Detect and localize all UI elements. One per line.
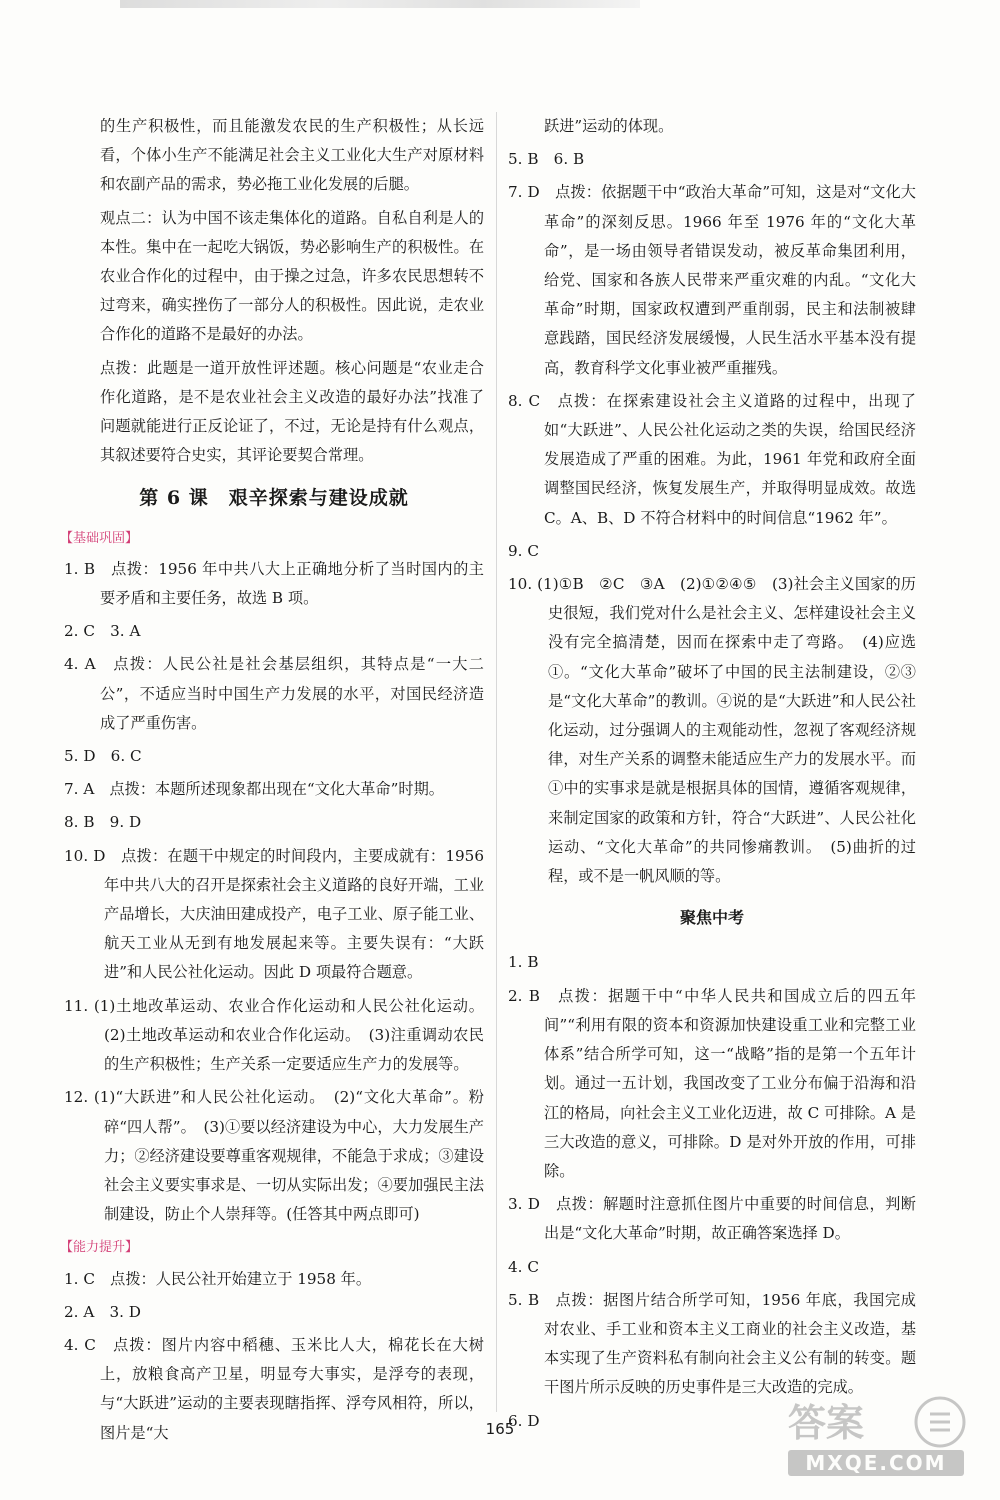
tag-ability-improvement: 【能力提升】 <box>60 1240 139 1256</box>
left-column <box>60 112 484 1452</box>
svg-text:MXQE.COM: MXQE.COM <box>805 1451 947 1475</box>
right-column <box>508 112 916 1440</box>
answer-item: 9. C <box>508 541 539 560</box>
svg-text:答案: 答案 <box>788 1401 865 1445</box>
answer-item: 1. B <box>508 953 539 972</box>
answer-item: 4. C <box>508 1257 539 1276</box>
answer-item: 12. (1)“大跃进”和人民公社化运动。 (2)“文化大革命”。粉碎“四人帮”。 (3)①要以经济建设为中心，大力发展生产力；②经济建设要尊重客观规律，不能急于求成；③建设社会主义要实事求是、一切从实际出发；④要加强民主法制建设，防止个人崇拜等。(任答其中两点即可) <box>64 1088 484 1224</box>
tag-basic-consolidation: 【基础巩固】 <box>60 530 139 546</box>
answer-item: 11. (1)土地改革运动、农业合作化运动和人民公社化运动。(2)土地改革运动和农业合作化运动。 (3)注重调动农民的生产积极性；生产关系一定要适应生产力的发展等。 <box>64 996 484 1074</box>
answer-item: 7. A 点拨：本题所述现象都出现在“文化大革命”时期。 <box>64 780 444 799</box>
answer-item: 2. C 3. A <box>64 622 141 641</box>
paragraph-continuation: 跃进”运动的体现。 <box>544 117 674 135</box>
answer-item: 4. C 点拨：图片内容中稻穗、玉米比人大，棉花长在大树上，放粮食高产卫星，明显夸大事实，是浮夸的表现，与“大跃进”运动的主要表现瞎指挥、浮夸风相符，所以，图片是“大 <box>64 1335 484 1442</box>
answer-item: 2. B 点拨：据题干中“中华人民共和国成立后的四五年间”“利用有限的资本和资源加快建设重工业和完整工业体系”结合所学可知，这一“战略”指的是第一个五年计划。通过一五计划，我国改变了工业分布偏于沿海和沿江的格局，向社会主义工业化迈进，故 C 可排除。A 是三大改造的意义，可排除。D 是对外开放的作用，可排除。 <box>508 986 916 1180</box>
answer-item: 10. (1)①B ②C ③A (2)①②④⑤ (3)社会主义国家的历史很短，我们党对什么是社会主义、怎样建设社会主义没有完全搞清楚，因而在探索中走了弯路。 (4)应选①。“文化大革命”破坏了中国的民主法制建设，②③是“文化大革命”的教训。④说的是“大跃进”和人民公社化运动，过分强调人的主观能动性，忽视了客观经济规律，对生产关系的调整未能适应生产力的发展水平。而①中的实事求是就是根据具体的国情，遵循客观规律，来制定国家的政策和方针，符合“大跃进”、人民公社化运动、“文化大革命”的共同惨痛教训。 (5)曲折的过程，或不是一帆风顺的等。 <box>508 575 916 886</box>
answer-item: 8. B 9. D <box>64 813 142 832</box>
answer-item: 8. C 点拨：在探索建设社会主义道路的过程中，出现了如“大跃进”、人民公社化运动之类的失误，给国民经济发展造成了严重的困难。为此，1961 年党和政府全面调整国民经济，恢复发展生产，并取得明显成效。故选 C。A、B、D 不符合材料中的时间信息“1962 年”。 <box>508 391 916 527</box>
answer-item: 4. A 点拨：人民公社是社会基层组织，其特点是“一大二公”，不适应当时中国生产力发展的水平，对国民经济造成了严重伤害。 <box>64 655 484 732</box>
answer-item: 5. B 6. B <box>508 150 585 169</box>
watermark-logo <box>780 1392 970 1482</box>
lesson-title: 第 6 课 艰辛探索与建设成就 <box>139 487 409 510</box>
answer-item: 6. D <box>508 1411 540 1430</box>
answer-item: 5. D 6. C <box>64 747 142 766</box>
answer-item: 7. D 点拨：依据题干中“政治大革命”可知，这是对“文化大革命”的深刻反思。1966 年至 1976 年的“文化大革命”，是一场由领导者错误发动，被反革命集团利用，给党、国家和各族人民带来严重灾难的内乱。“文化大革命”时期，国家政权遭到严重削弱，民主和法制被肆意践踏，国民经济发展缓慢，人民生活水平基本没有提高，教育科学文化事业被严重摧残。 <box>508 183 916 377</box>
column-divider <box>496 112 497 1412</box>
paragraph-hint: 点拨：此题是一道开放性评述题。核心问题是“农业走合作化道路，是不是农业社会主义改造的最好办法”找准了问题就能进行正反论证了，不过，无论是持有什么观点，其叙述要符合史实，其评论要契合常理。 <box>100 358 484 465</box>
scan-artifact-band <box>120 0 640 8</box>
answer-item: 10. D 点拨：在题干中规定的时间段内，主要成就有：1956 年中共八大的召开是探索社会主义道路的良好开端，工业产品增长，大庆油田建成投产，电子工业、原子能工业、航天工业从无到有地发展起来等。主要失误有：“大跃进”和人民公社化运动。因此 D 项最符合题意。 <box>64 846 484 982</box>
answer-item: 5. B 点拨：据图片结合所学可知，1956 年底，我国完成对农业、手工业和资本主义工商业的社会主义改造，基本实现了生产资料私有制向社会主义公有制的转变。题干图片所示反映的历史事件是三大改造的完成。 <box>508 1290 916 1397</box>
answer-item: 2. A 3. D <box>64 1302 141 1321</box>
paragraph-continuation: 的生产积极性，而且能激发农民的生产积极性；从长远看，个体小生产不能满足社会主义工业化大生产对原材料和农副产品的需求，势必拖工业化发展的后腿。 <box>100 117 484 194</box>
page-number: 165 <box>485 1420 515 1438</box>
answer-item: 3. D 点拨：解题时注意抓住图片中重要的时间信息，判断出是“文化大革命”时期，故正确答案选择 D。 <box>508 1195 916 1243</box>
answer-item: 1. C 点拨：人民公社开始建立于 1958 年。 <box>64 1269 372 1288</box>
paragraph-viewpoint-two: 观点二：认为中国不该走集体化的道路。自私自利是人的本性。集中在一起吃大锅饭，势必影响生产的积极性。在农业合作化的过程中，由于操之过急，许多农民思想转不过弯来，确实挫伤了一部分人的积极性。因此说，走农业合作化的道路不是最好的办法。 <box>100 208 484 344</box>
section-title-exam-focus: 聚焦中考 <box>679 908 744 928</box>
answer-item: 1. B 点拨：1956 年中共八大上正确地分析了当时国内的主要矛盾和主要任务，故选 B 项。 <box>64 559 484 608</box>
